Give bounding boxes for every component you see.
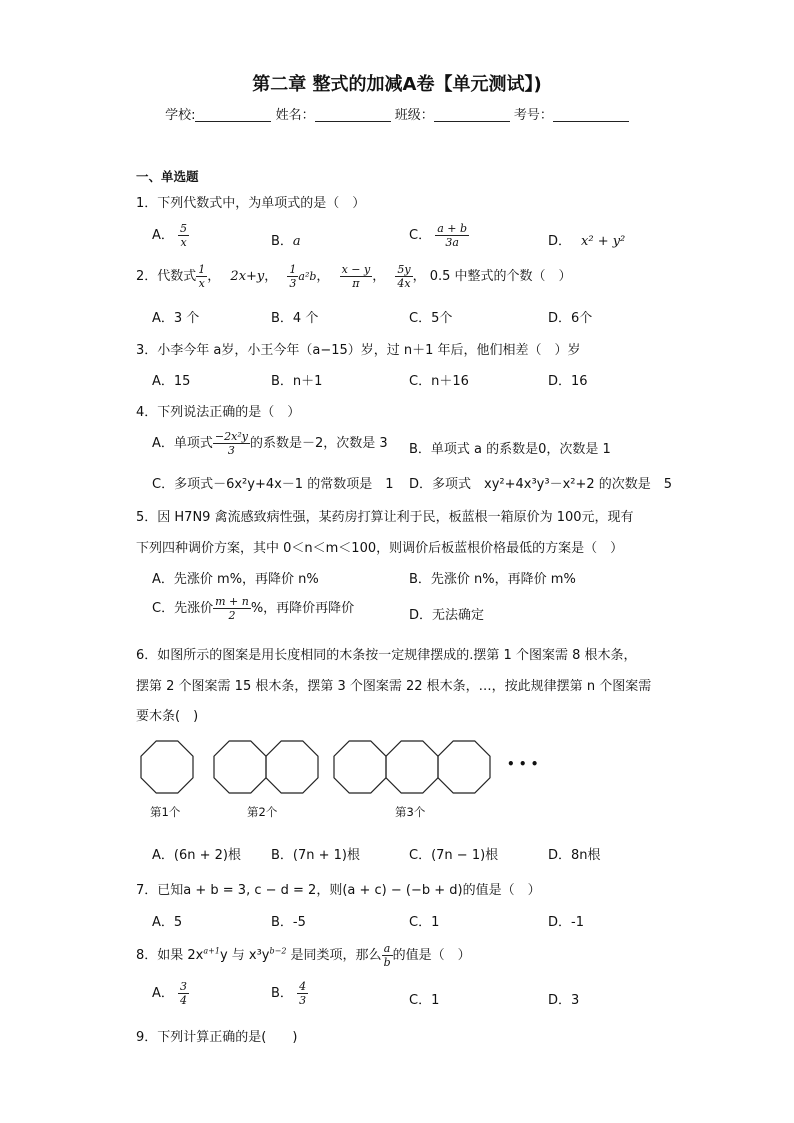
question-8-option-a [152,980,189,1007]
octagon-figure3-a [334,741,386,793]
numerator: 1 [289,263,297,276]
option-label: B． [271,234,293,249]
page-title: 第二章 整式的加减A卷【单元测试】) [252,74,542,95]
denominator: 4 [180,994,188,1007]
question-7-stem: 7．已知a + b = 3, c − d = 2，则(a + c) − (−b + d)的值是（ ） [136,883,541,898]
option-value: a [292,234,301,249]
option-label: A． [152,228,174,243]
question-2-option-a: A．3 个 [152,311,200,326]
question-8-stem [136,942,471,969]
question-2-option-c: C．5个 [409,311,453,326]
question-6-stem-line-1: 6．如图所示的图案是用长度相同的木条按一定规律摆成的.摆第 1 个图案需 8 根木条， [136,648,637,663]
question-3-stem: 3．小李今年 a岁，小王今年（a−15）岁，过 n＋1 年后，他们相差（ ）岁 [136,343,581,358]
question-3-option-d: D．16 [548,374,588,389]
option-suffix: 的系数是－2，次数是 3 [249,436,388,451]
exponent: b−2 [269,946,287,956]
question-5-option-b: B．先涨价 n%，再降价 m% [409,572,576,587]
question-4-option-d: D．多项式 xy²+4x³y³－x²+2 的次数是 5 [409,477,673,492]
numerator: 3 [180,980,188,993]
question-2-option-d: D．6个 [548,311,593,326]
question-8-option-c: C．1 [409,993,440,1008]
section-heading: 一、单选题 [136,169,199,184]
stem-suffix: 的值是（ ） [392,948,471,963]
numerator: −2x²y [214,430,248,443]
question-6-option-a: A．(6n + 2)根 [152,848,241,863]
question-2-option-b: B．4 个 [271,311,319,326]
denominator: 3 [299,994,307,1007]
question-8-option-b [271,980,308,1007]
question-4-option-b: B．单项式 a 的系数是0，次数是 1 [409,442,611,457]
fraction [178,980,189,1007]
option-prefix: C．先涨价 [152,601,214,616]
numerator: 5y [397,263,411,276]
question-6-stem-line-2: 摆第 2 个图案需 15 根木条，摆第 3 个图案需 22 根木条，…，按此规律摆第 n 个图案需 [136,679,652,694]
octagon-figure1 [141,741,193,793]
ellipsis-dots: • • • [507,757,539,771]
question-3-option-b: B．n＋1 [271,374,323,389]
question-6-option-d: D．8n根 [548,848,601,863]
question-2-stem: 2．代数式 $\frac{1}{x}$ ， 2x+y， $\frac{1}{3}$ a²b， $\frac{x - y}{\pi}$ ， $\frac{5y}{4x}$ ， 0.5 中整式的个数（ ） [136,263,572,290]
question-3-option-c: C．n＋16 [409,374,469,389]
stem-middle: y 与 x³y [219,948,270,963]
question-9-stem: 9．下列计算正确的是( ) [136,1030,298,1045]
school-label: 学校: [165,108,196,123]
denominator: π [352,277,360,290]
question-6-stem-line-3: 要木条( ) [136,709,199,724]
question-7-option-c: C．1 [409,915,440,930]
question-1-stem: 1．下列代数式中，为单项式的是（ ） [136,196,366,211]
question-7-option-a: A．5 [152,915,183,930]
denominator: x [180,236,187,249]
option-label: B． [271,986,293,1001]
denominator: b [383,956,391,969]
denominator: 4x [397,277,411,290]
fraction [382,942,393,969]
denominator: 3a [445,236,459,249]
option-suffix: %，再降价再降价 [250,601,355,616]
numerator: 4 [299,980,307,993]
figure-label-3: 第3个 [395,805,426,819]
question-5-stem-line-2: 下列四种调价方案，其中 0＜n＜m＜100，则调价后板蓝根价格最低的方案是（ ） [136,541,624,556]
stem-prefix: 8．如果 2x [136,948,204,963]
octagon-figure3-c [438,741,490,793]
denominator: 3 [227,444,235,457]
question-7-option-d: D．-1 [548,915,584,930]
numerator: x − y [341,263,371,276]
octagon-group [141,741,490,793]
numerator: a [382,942,393,956]
question-4-stem: 4．下列说法正确的是（ ） [136,405,301,420]
stem-prefix: 2．代数式 [136,269,197,284]
denominator: 3 [289,277,297,290]
option-label: A． [152,986,174,1001]
question-6-option-b: B．(7n + 1)根 [271,848,361,863]
denominator: x [198,277,205,290]
fraction [297,980,308,1007]
option-label: D． [548,234,572,249]
question-4-option-c: C．多项式－6x²y+4x－1 的常数项是 1 [152,477,394,492]
stem-suffix: 0.5 中整式的个数（ ） [429,269,572,284]
figure-label-2: 第2个 [247,805,278,819]
name-label: 姓名： [275,108,315,123]
octagon-figure3-b [386,741,438,793]
octagon-figure2-a [214,741,266,793]
numerator: 1 [198,263,206,276]
exam-number-label: 考号： [513,108,553,123]
exponent: a+1 [203,946,220,956]
question-5-option-d: D．无法确定 [409,608,485,623]
question-3-option-a: A．15 [152,374,191,389]
octagon-figure2-b [266,741,318,793]
numerator: m + n [215,595,249,608]
question-5-stem-line-1: 5．因 H7N9 禽流感致病性强，某药房打算让利于民，板蓝根一箱原价为 100元，现有 [136,510,634,525]
numerator: a + b [437,222,468,235]
question-5-option-a: A．先涨价 m%，再降价 n% [152,572,319,587]
class-label: 班级： [394,108,434,123]
denominator: 2 [228,609,236,622]
stem-middle-2: 是同类项，那么 [286,948,382,963]
expression: 2x+y [230,269,265,284]
expression: a²b [298,270,317,283]
question-6-option-c: C．(7n − 1)根 [409,848,499,863]
option-label: C． [409,228,432,243]
option-prefix: A．单项式 [152,436,213,451]
numerator: 5 [180,222,188,235]
question-7-option-b: B．-5 [271,915,306,930]
option-value: x² + y² [581,234,626,249]
question-8-option-d: D．3 [548,993,580,1008]
figure-label-1: 第1个 [150,805,181,819]
